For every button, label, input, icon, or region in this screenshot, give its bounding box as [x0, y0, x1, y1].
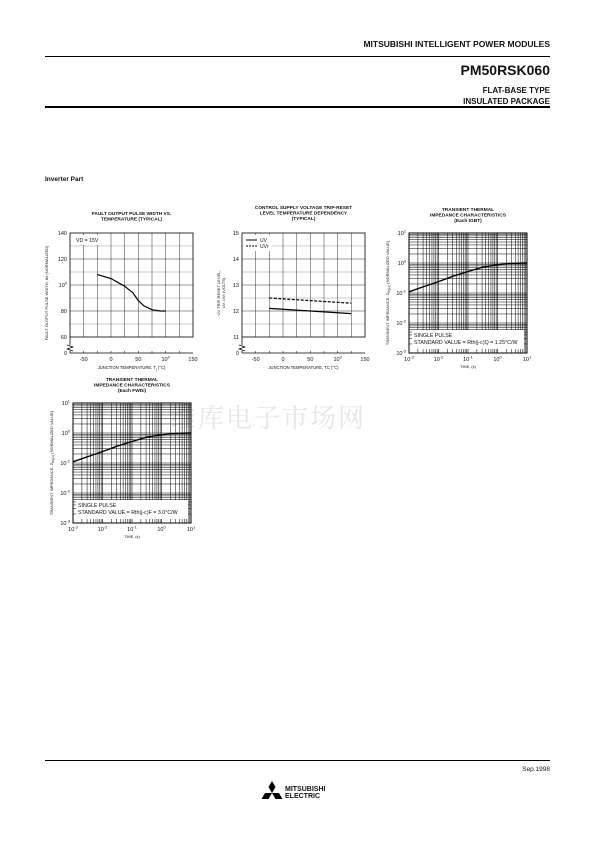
x-tick-label: $10^{-2}$: [433, 354, 444, 363]
y-tick-label: 120: [57, 257, 67, 263]
logo-text: [285, 786, 325, 800]
y-tick-label: $10^{-3}$: [396, 348, 406, 357]
header-rule-thick: [45, 106, 550, 108]
y-tick-label: 80: [60, 309, 67, 315]
note-line-0: SINGLE PULSE: [78, 503, 117, 509]
x-tick-label: -50: [251, 357, 260, 363]
x-tick-label: 150: [360, 357, 370, 363]
x-tick-label: $10^0$: [333, 354, 342, 363]
x-tick-label: $10^0$: [161, 354, 170, 363]
y-tick-label: $10^{-1}$: [60, 458, 70, 467]
logo-text-line1: MITSUBISHI: [285, 786, 326, 793]
y-tick-label: 11: [233, 335, 239, 341]
chart-title-2: (Each FWDi): [117, 389, 147, 394]
legend-label-0: UV: [260, 238, 267, 244]
note-line-1: STANDARD VALUE = Rth(j-c)F = 3.0°C/W: [78, 510, 178, 516]
x-tick-label: 150: [188, 357, 198, 363]
watermark: 维库电子市场网: [170, 404, 367, 434]
y-tick-label: $10^{-2}$: [60, 488, 70, 497]
y-tick-label: 0: [235, 351, 239, 357]
y-tick-label: 15: [232, 231, 239, 237]
x-tick-label: $10^{-3}$: [68, 524, 78, 533]
axis-break-mark: [239, 345, 245, 351]
x-tick-label: $10^0$: [493, 354, 502, 363]
x-axis-label: TIME, (s): [460, 365, 476, 369]
y-tick-label: $10^1$: [397, 228, 406, 237]
chart-title-2: (TYPICAL): [291, 217, 316, 222]
x-tick-label: $10^1$: [186, 524, 196, 533]
chart-title-1: TEMPERATURE (TYPICAL): [100, 217, 163, 223]
x-tick-label: $10^{-2}$: [97, 524, 108, 533]
chart-title-0: CONTROL SUPPLY VOLTAGE TRIP-RESET: [254, 206, 353, 211]
footer-rule: [45, 760, 550, 761]
x-tick-label: 50: [135, 357, 142, 363]
x-axis-label: JUNCTION TEMPERATURE, $T_j$ (°C): [97, 365, 166, 372]
header-rule-thin: [45, 56, 550, 57]
chart-transient-igbt: [378, 200, 538, 380]
x-tick-label: 0: [281, 357, 285, 363]
chart-transient-fwdi: [40, 372, 200, 552]
package-type: [463, 85, 550, 107]
y-tick-label: $10^{-3}$: [60, 518, 70, 527]
x-tick-label: -50: [79, 357, 88, 363]
chart-title-2: (Each IGBT): [454, 219, 482, 224]
package-type-line2: INSULATED PACKAGE: [463, 97, 550, 106]
note-line-1: STANDARD VALUE = Rth(j-c)Q = 1.25°C/W: [414, 340, 518, 346]
y-axis-label: TRANSIENT IMPEDANCE, $Z_{th(j-c)}$ (NORMALIZED VALUE): [49, 410, 56, 516]
y-tick-label: $10^0$: [397, 258, 406, 267]
note-line-0: SINGLE PULSE: [414, 333, 453, 339]
section-title: Inverter Part: [45, 176, 84, 183]
part-number: PM50RSK060: [460, 62, 550, 78]
x-tick-label: $10^0$: [157, 524, 166, 533]
chart-title-0: FAULT OUTPUT PULSE WIDTH VS.: [91, 212, 172, 217]
x-tick-label: 0: [109, 357, 113, 363]
x-tick-label: $10^{-1}$: [127, 524, 137, 533]
x-tick-label: 50: [307, 357, 314, 363]
y-tick-label: 140: [57, 231, 67, 237]
y-tick-label: 60: [60, 335, 67, 341]
axis-break-mark: [67, 345, 73, 351]
x-tick-label: $10^{-3}$: [404, 354, 414, 363]
y-axis-label: FAULT OUTPUT PULSE WIDTH, tfo (NORMALIZED): [44, 245, 49, 341]
chart-uv-trip-reset-level: [205, 200, 370, 380]
y-tick-label: 12: [232, 309, 239, 315]
package-type-line1: FLAT-BASE TYPE: [482, 86, 550, 95]
y-tick-label: 0: [63, 351, 67, 357]
mitsubishi-logo-icon: [260, 780, 284, 802]
logo-text-line2: ELECTRIC: [285, 793, 320, 800]
y-axis-label: TRANSIENT IMPEDANCE, $Z_{th(j-c)}$ (NORMALIZED VALUE): [385, 240, 392, 346]
x-axis-label: JUNCTION TEMPERATURE, TC (°C): [268, 365, 339, 370]
annotation-text: VD = 15V: [76, 238, 99, 244]
chart-title-1: IMPEDANCE CHARACTERISTICS: [430, 213, 506, 219]
y-tick-label: $10^1$: [61, 398, 70, 407]
footer-date: Sep.1998: [522, 766, 550, 773]
y-tick-label: $10^0$: [61, 428, 70, 437]
chart-title-1: LEVEL TEMPERATURE DEPENDENCY: [259, 211, 348, 217]
chart-title-0: TRANSIENT THERMAL: [105, 378, 159, 383]
y-axis-label-0: UV TRIP-RESET LEVEL,: [216, 270, 221, 316]
x-tick-label: $10^1$: [522, 354, 532, 363]
x-axis-label: TIME, (s): [124, 535, 140, 539]
header-brand: MITSUBISHI INTELLIGENT POWER MODULES: [363, 39, 550, 49]
chart-fault-pulse-width: [20, 200, 210, 380]
series-line-0: [97, 275, 165, 311]
legend-label-1: UVr: [260, 244, 269, 250]
y-tick-label: $10^0$: [58, 280, 67, 289]
y-tick-label: $10^{-2}$: [396, 318, 406, 327]
x-tick-label: $10^{-1}$: [463, 354, 473, 363]
chart-title-0: TRANSIENT THERMAL: [441, 208, 495, 213]
y-tick-label: $10^{-1}$: [396, 288, 406, 297]
y-axis-label-1: UV, UVr (VOLTS): [221, 277, 226, 309]
chart-title-1: IMPEDANCE CHARACTERISTICS: [94, 383, 170, 389]
y-tick-label: 14: [232, 257, 239, 263]
y-tick-label: 13: [232, 283, 239, 289]
